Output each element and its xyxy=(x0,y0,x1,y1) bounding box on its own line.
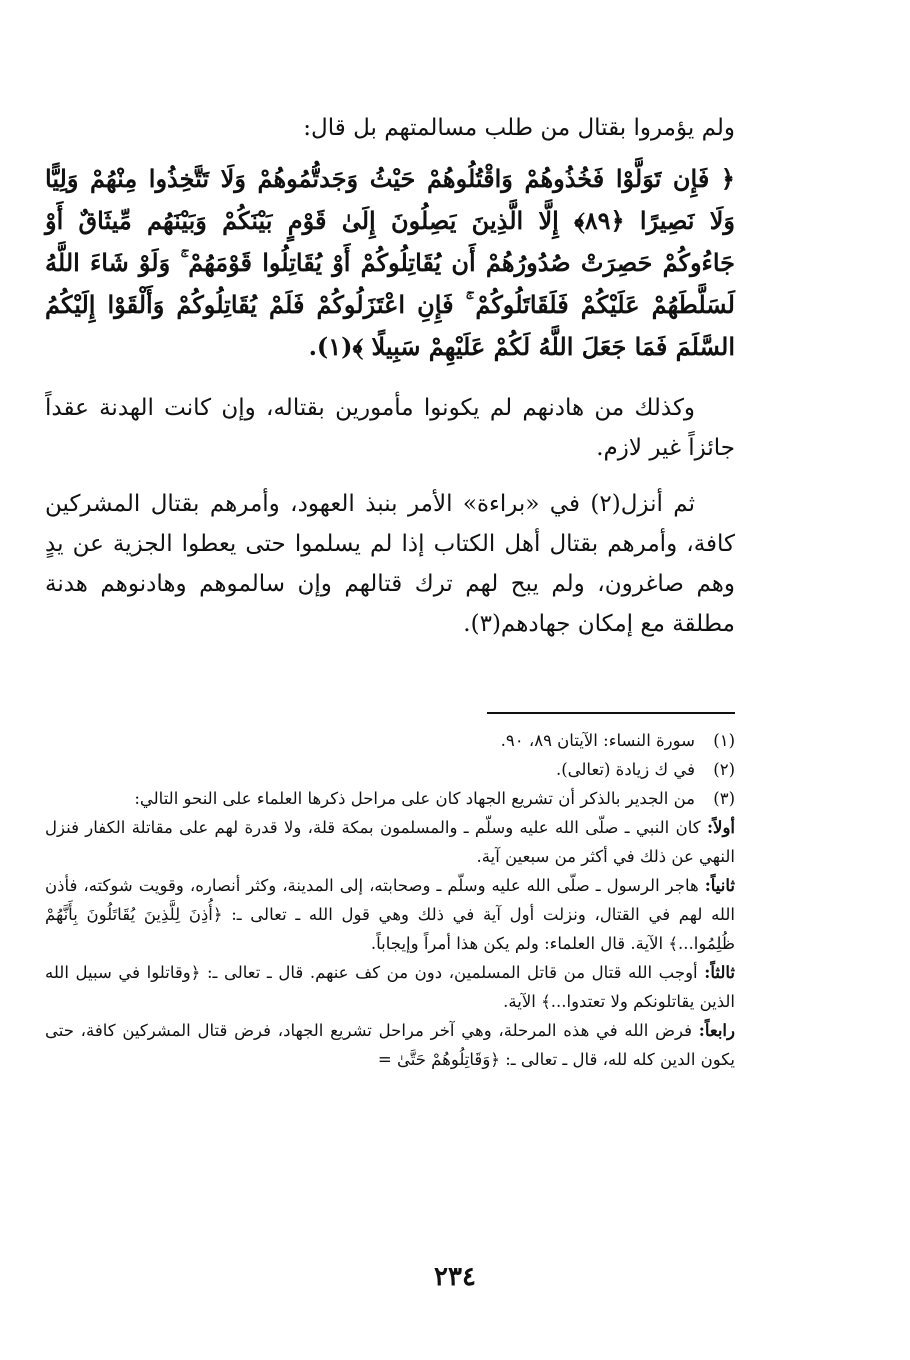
stage-fourth-text: فرض الله في هذه المرحلة، وهي آخر مراحل تشريع الجهاد، فرض قتال المشركين كافة، حتى يكون الدين كله لله، قال ـ تعالى ـ: ﴿وَقَاتِلُوهُمْ حَتَّىٰ = xyxy=(45,1021,735,1069)
footnotes xyxy=(45,712,735,1074)
page-number: ٢٣٤ xyxy=(434,1262,476,1292)
paragraph-baraah: ثم أنزل(٢) في «براءة» الأمر بنبذ العهود، وأمرهم بقتال المشركين كافة، وأمرهم بقتال أهل الكتاب إذا لم يسلموا حتى يعطوا الجزية عن يدٍ وهم صاغرون، ولم يبح لهم ترك قتالهم وإن سالموهم وهادنوهم هدنة مطلقة مع إمكان جهادهم(٣). xyxy=(45,491,735,637)
main-text xyxy=(45,108,735,644)
footnote-text: من الجدير بالذكر أن تشريع الجهاد كان على مراحل ذكرها العلماء على النحو التالي: xyxy=(134,789,695,808)
quran-verse: ﴿ فَإِن تَوَلَّوْا فَخُذُوهُمْ وَاقْتُلُوهُمْ حَيْثُ وَجَدتُّمُوهُمْ وَلَا تَتَّخِذُوا مِنْهُمْ وَلِيًّا وَلَا نَصِيرًا ﴿٨٩﴾ إِلَّا الَّذِينَ يَصِلُونَ إِلَىٰ قَوْمٍ بَيْنَكُمْ وَبَيْنَهُم مِّيثَاقٌ أَوْ جَاءُوكُمْ حَصِرَتْ صُدُورُهُمْ أَن يُقَاتِلُوكُمْ أَوْ يُقَاتِلُوا قَوْمَهُمْ ۚ وَلَوْ شَاءَ اللَّهُ لَسَلَّطَهُمْ عَلَيْكُمْ فَلَقَاتَلُوكُمْ ۚ فَإِنِ اعْتَزَلُوكُمْ فَلَمْ يُقَاتِلُوكُمْ وَأَلْقَوْا إِلَيْكُمُ السَّلَمَ فَمَا جَعَلَ اللَّهُ لَكُمْ عَلَيْهِمْ سَبِيلًا ﴾(١). xyxy=(45,164,735,361)
footnote-number: (١) xyxy=(713,731,735,750)
stage-first-label: أولاً: xyxy=(706,818,735,837)
footnote-text: سورة النساء: الآيتان ٨٩، ٩٠. xyxy=(500,731,695,750)
paragraph-truce: وكذلك من هادنهم لم يكونوا مأمورين بقتاله، وإن كانت الهدنة عقداً جائزاً غير لازم. xyxy=(45,395,735,461)
footnote-2 xyxy=(45,755,735,784)
footnote-1 xyxy=(45,726,735,755)
stage-third xyxy=(45,958,735,1016)
intro-line: ولم يؤمروا بقتال من طلب مسالمتهم بل قال: xyxy=(303,115,735,141)
footnote-number: (٢) xyxy=(713,760,735,779)
stage-second-text: هاجر الرسول ـ صلّى الله عليه وسلّم ـ وصحابته، إلى المدينة، وكثر أنصاره، وقويت شوكته، فأذن الله لهم في القتال، ونزلت أول آية في ذلك وهي قول الله ـ تعالى ـ: ﴿أُذِنَ لِلَّذِينَ يُقَاتَلُونَ بِأَنَّهُمْ ظُلِمُوا...﴾ الآية. قال العلماء: ولم يكن هذا أمراً وإيجاباً. xyxy=(45,876,735,953)
stage-fourth xyxy=(45,1016,735,1074)
footnote-text: في ك زيادة (تعالى). xyxy=(555,760,695,779)
footnote-separator xyxy=(487,712,735,714)
stage-second xyxy=(45,871,735,958)
footnote-number: (٣) xyxy=(713,789,735,808)
stage-fourth-label: رابعاً: xyxy=(698,1021,735,1040)
stage-third-text: أوجب الله قتال من قاتل المسلمين، دون من كف عنهم. قال ـ تعالى ـ: ﴿وقاتلوا في سبيل الله الذين يقاتلونكم ولا تعتدوا...﴾ الآية. xyxy=(45,963,735,1011)
stage-third-label: ثالثاً: xyxy=(704,963,735,982)
stage-first xyxy=(45,813,735,871)
stage-second-label: ثانياً: xyxy=(704,876,735,895)
stage-first-text: كان النبي ـ صلّى الله عليه وسلّم ـ والمسلمون بمكة قلة، ولا قدرة لهم على مقاتلة الكفار فنزل النهي عن ذلك في أكثر من سبعين آية. xyxy=(45,818,735,866)
footnote-3 xyxy=(45,784,735,813)
